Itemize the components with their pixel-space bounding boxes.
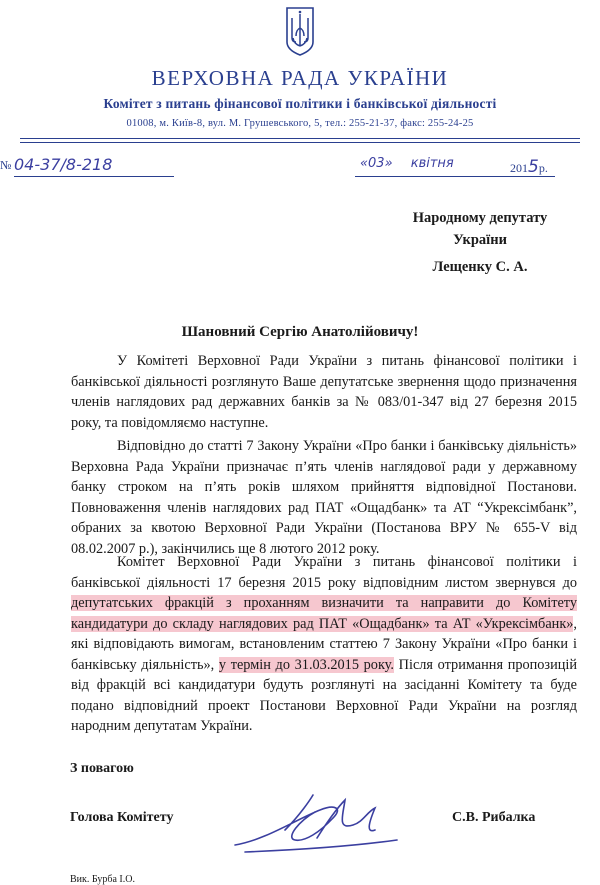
recipient-line-1: Народному депутату xyxy=(412,210,548,226)
recipient-name: Лещенку С. А. xyxy=(432,259,528,275)
signer-position: Голова Комітету xyxy=(70,810,174,825)
signer-name: С.В. Рибалка xyxy=(452,810,536,825)
address-line: 01008, м. Київ-8, вул. М. Грушевського, 5, тел.: 255-21-37, факс: 255-24-25 xyxy=(126,118,474,129)
number-label: № xyxy=(0,158,12,172)
paragraph-3-end: Після отримання пропозицій від фракцій всі кандидатури будуть розглянуті на засіданні Комітету та буде подано відповідний проект Постанови Верховної Ради України на розгляд народним депутатам України. xyxy=(71,656,578,734)
handwritten-signature xyxy=(225,790,405,860)
paragraph-2: Відповідно до статті 7 Закону України «Про банки і банківську діяльність» Верховна Рада України призначає п’ять членів наглядової ради у державному банку строком на п’ять років шляхом прийняття відповідної Постанови. Повноваження членів наглядових рад ПАТ «Ощадбанк» та АТ “Укрексімбанк”, обраних за квотою Верховної Ради України (Постанова ВРУ № 655-V від 08.02.2007 р.), закінчились ще 8 лютого 2012 року. xyxy=(71,438,577,557)
date-month: квітня xyxy=(410,156,454,171)
parliament-title: ВЕРХОВНА РАДА УКРАЇНИ xyxy=(151,66,449,90)
paragraph-3-start: Комітет Верховної Ради України з питань фінансової політики і банківської діяльності 17 березня 2015 року відповідним листом звернувся до xyxy=(71,554,577,591)
paragraph-3 xyxy=(71,552,577,737)
date-year-prefix: 201 xyxy=(510,161,528,175)
greeting: Шановний Сергію Анатолійовичу! xyxy=(181,324,419,340)
regards: З повагою xyxy=(70,761,134,776)
committee-name: Комітет з питань фінансової політики і банківської діяльності xyxy=(103,96,497,111)
paragraph-1: У Комітеті Верховної Ради України з питань фінансової політики і банківської діяльності розглянуто Ваше депутатське звернення щодо призначення членів наглядових рад державних банків за № 083/01-347 від 27 березня 2015 року, та повідомляємо наступне. xyxy=(71,353,577,431)
header-rule-thin xyxy=(20,142,580,143)
trident-emblem-icon xyxy=(284,6,316,56)
highlight-fractions-request: депутатських фракцій з проханням визначити та направити до Комітету кандидатури до складу наглядових рад ПАТ «Ощадбанк» та АТ «Укрексімбанк» xyxy=(71,595,577,632)
date-year xyxy=(510,157,548,177)
recipient-line-2: України xyxy=(453,232,507,248)
executor-note: Вик. Бурба І.О. xyxy=(70,874,135,885)
outgoing-number: 04-37/8-218 xyxy=(14,155,113,174)
date-year-tail: р. xyxy=(538,161,548,175)
header-rule xyxy=(20,138,580,139)
number-underline xyxy=(14,176,174,177)
paragraph-3-middle: , які відповідають вимогам, встановленим статтею 7 Закону України «Про банки і банківську діяльність», xyxy=(71,615,577,673)
highlight-deadline: у термін до 31.03.2015 року. xyxy=(218,656,394,673)
date-day-month xyxy=(360,156,454,171)
date-year-suffix: 5 xyxy=(528,157,539,177)
date-day: «03» xyxy=(360,156,393,171)
